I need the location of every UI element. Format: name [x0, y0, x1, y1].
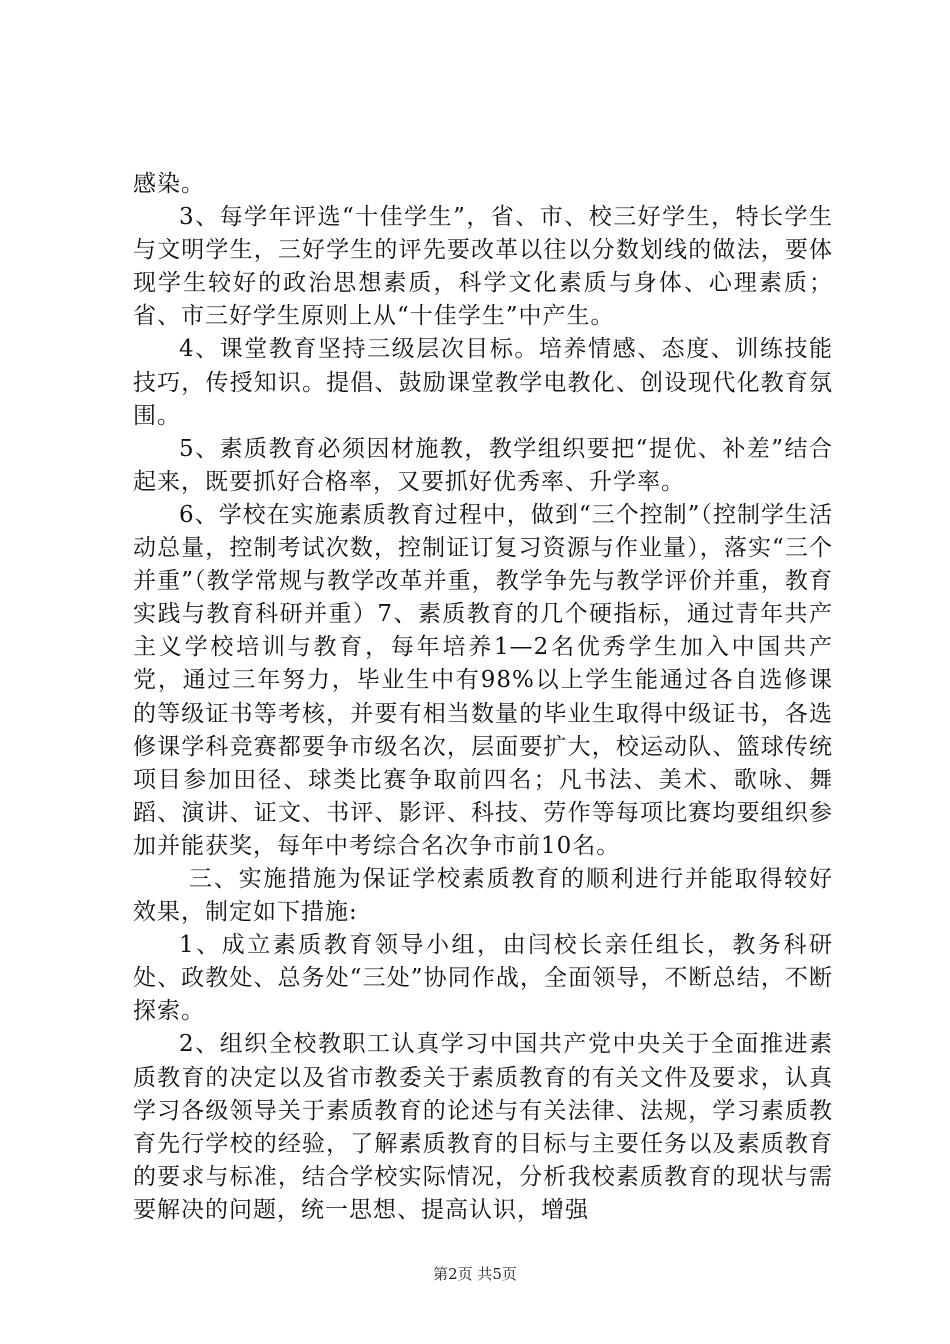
- paragraph-item-3: 3、每学年评选“十佳学生”，省、市、校三好学生，特长学生与文明学生，三好学生的评先要改革以往以分数划线的做法，要体现学生较好的政治思想素质，科学文化素质与身体、心理素质；省、市三好学生原则上从“十佳学生”中产生。: [133, 204, 833, 330]
- paragraph-measure-2: 2、组织全校教职工认真学习中国共产党中央关于全面推进素质教育的决定以及省市教委关于素质教育的有关文件及要求，认真学习各级领导关于素质教育的论述与有关法律、法规，学习素质教育先行学校的经验，了解素质教育的目标与主要任务以及素质教育的要求与标准，结合学校实际情况，分析我校素质教育的现状与需要解决的问题，统一思想、提高认识，增强: [133, 1031, 833, 1223]
- paragraph-item-5: 5、素质教育必须因材施教，教学组织要把“提优、补差”结合起来，既要抓好合格率，又要抓好优秀率、升学率。: [133, 435, 833, 495]
- paragraph-measure-1: 1、成立素质教育领导小组，由闫校长亲任组长，教务科研处、政教处、总务处“三处”协同作战，全面领导，不断总结，不断探索。: [133, 932, 833, 1025]
- document-body: [133, 168, 833, 1227]
- paragraph-item-4: 4、课堂教育坚持三级层次目标。培养情感、态度、训练技能技巧，传授知识。提倡、鼓励课堂教学电教化、创设现代化教育氛围。: [133, 336, 833, 429]
- page-number-footer: 第2页 共5页: [433, 1265, 517, 1283]
- paragraph-continuation: 感染。: [133, 171, 205, 197]
- section-heading-measures: 三、实施措施为保证学校素质教育的顺利进行并能取得较好效果，制定如下措施:: [133, 865, 833, 926]
- paragraph-item-6-7: 6、学校在实施素质教育过程中，做到“三个控制”（控制学生活动总量，控制考试次数，控制证订复习资源与作业量），落实“三个并重”（教学常规与教学改革并重，教学争先与教学评价并重，教育实践与教育科研并重）7、素质教育的几个硬指标，通过青年共产主义学校培训与教育，每年培养1—2名优秀学生加入中国共产党，通过三年努力，毕业生中有98%以上学生能通过各自选修课的等级证书等考核，并要有相当数量的毕业生取得中级证书，各选修课学科竞赛都要争市级名次，层面要扩大，校运动队、篮球传统项目参加田径、球类比赛争取前四名；凡书法、美术、歌咏、舞蹈、演讲、证文、书评、影评、科技、劳作等每项比赛均要组织参加并能获奖，每年中考综合名次争市前10名。: [133, 501, 833, 859]
